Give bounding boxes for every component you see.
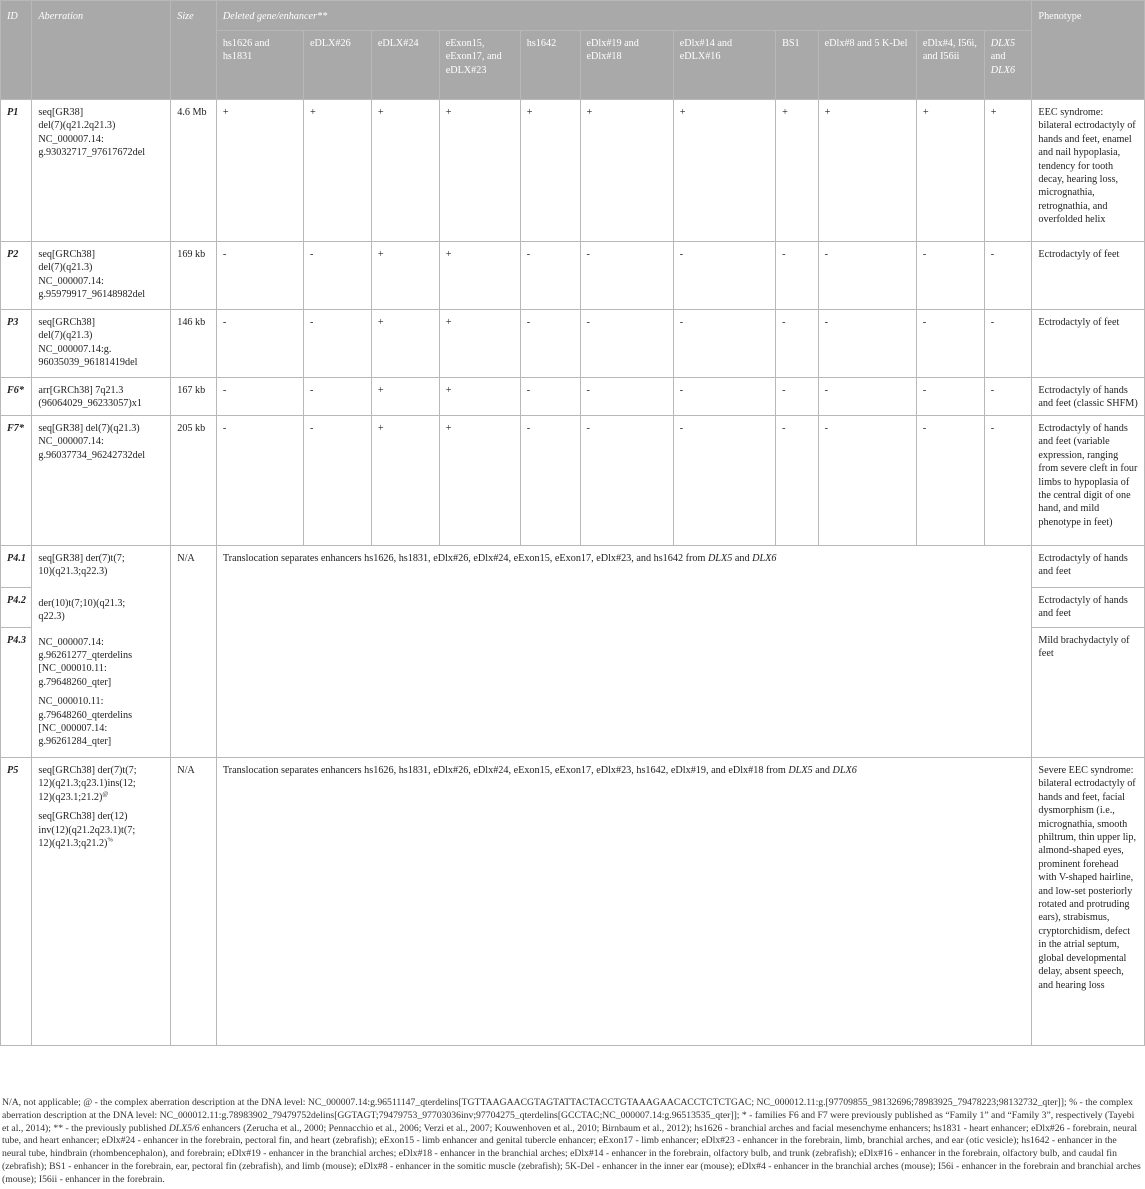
aberration-line: (96064029_96233057)x1 xyxy=(38,398,142,410)
aberration-line: NC_000007.14:g. xyxy=(38,343,112,355)
gene-dlx6: DLX6 xyxy=(990,64,1016,76)
row-id: P4.2 xyxy=(1,588,32,628)
row-phenotype: Ectrodactyly of hands and feet (classic SHFM) xyxy=(1032,378,1145,416)
mark: - xyxy=(818,416,916,546)
header-gene: hs1626 and hs1831 xyxy=(216,31,303,100)
row-id: P3 xyxy=(1,310,32,378)
aberration-line: NC_000007.14: xyxy=(38,133,104,145)
header-gene: hs1642 xyxy=(520,31,580,100)
mark: + xyxy=(216,100,303,242)
aberration-line: NC_000007.14: xyxy=(38,436,104,448)
table-footnote xyxy=(0,1097,1145,1187)
aberration-line: del(7)(q21.3) xyxy=(38,262,93,274)
mark: - xyxy=(580,242,673,310)
header-gene: eDlx#8 and 5 K-Del xyxy=(818,31,916,100)
mark: - xyxy=(916,242,984,310)
footnote-mark: @ xyxy=(102,790,109,798)
row-id: F7* xyxy=(1,416,32,546)
table-row xyxy=(1,378,1145,416)
mark: + xyxy=(673,100,775,242)
mark: - xyxy=(818,378,916,416)
aberration-line: del(7)(q21.3) xyxy=(38,330,93,342)
mark: - xyxy=(984,242,1032,310)
mark: + xyxy=(439,310,520,378)
aberration-line: seq[GR38] del(7)(q21.3) xyxy=(38,423,140,434)
aberration-line: 96035039_96181419del xyxy=(38,357,138,369)
footnote-mark: % xyxy=(107,836,113,844)
footnote-italic: DLX5/6 xyxy=(168,1122,200,1134)
row-phenotype: Severe EEC syndrome: bilateral ectrodactyly of hands and feet, facial dysmorphism (i.e., micrognathia, smooth philtrum, thin upper lip, almond-shaped eyes, prominent forehead with V-shaped hairline, and low-set posteriorly rotated and protruding ears), strabismus, cryptorchidism, defect in the atrial septum, global developmental delay, absent speech, and hearing loss xyxy=(1032,758,1145,1046)
mark: - xyxy=(818,310,916,378)
mark: + xyxy=(916,100,984,242)
note-text: Translocation separates enhancers hs1626, hs1831, eDlx#26, eDlx#24, eExon15, eExon17, eDlx#23, hs1642, eDlx#19, and eDlx#18 from xyxy=(222,765,786,776)
row-id: P1 xyxy=(1,100,32,242)
mark: - xyxy=(916,310,984,378)
row-aberration xyxy=(32,378,171,416)
aberration-line: g.96261277_qterdelins xyxy=(38,650,133,662)
mark: + xyxy=(371,242,439,310)
mark: - xyxy=(520,242,580,310)
aberration-line: g.96261284_qter] xyxy=(38,736,112,748)
aberration-line: q22.3) xyxy=(38,611,65,623)
row-size: 169 kb xyxy=(171,242,217,310)
row-phenotype: EEC syndrome: bilateral ectrodactyly of hands and feet, enamel and nail hypoplasia, tendency for tooth decay, hearing loss, micrognathia, retrognathia, and overfolded helix xyxy=(1032,100,1145,242)
mark: + xyxy=(303,100,371,242)
header-gene: BS1 xyxy=(776,31,819,100)
row-aberration xyxy=(32,416,171,546)
table-body xyxy=(1,100,1145,1046)
mark: - xyxy=(216,310,303,378)
footnote-text: enhancers (Zerucha et al., 2000; Pennacchio et al., 2006; Verzi et al., 2007; Kouwenhoven et al., 2010; Birnbaum et al., 2012); hs1626 - branchial arches and facial mesenchyme enhancers; hs1831 - heart enhancer; eDlx#26 - forebrain, neural tube, and heart enhancer; eDlx#24 - enhancer in the forebrain, pectoral fin, and heart (zebrafish); eExon15 - limb enhancer and genital tubercle enhancer; eExon17 - limb enhancer; eDlx#23 - enhancer in the forebrain, limb, branchial arches, and ear (otic vesicle); hs1642 - enhancer in the neural tube, hindbrain (rhombencephalon), and forebrain; eDlx#19 - enhancer in the branchial arches; eDlx#18 - enhancer in the branchial arches; eDlx#14 - enhancer in the forebrain, olfactory bulb, and trunk (zebrafish); eDlx#16 - enhancer in the forebrain, olfactory bulb, and caudal fin (zebrafish); BS1 - enhancer in the forebrain, ear, pectoral fin (zebrafish), and limb (mouse); eDlx#8 - enhancer in the somitic muscle (zebrafish); 5K-Del - enhancer in the inner ear (mouse); eDlx#4 - enhancer in the branchial arches (mouse); I56i - enhancer in the forebrain and branchial arches (mouse); I56ii - enhancer in the forebrain. xyxy=(2,1122,1141,1185)
aberration-line: 10)(q21.3;q22.3) xyxy=(38,566,108,578)
aberration-line: 12)(q23.1;21.2) xyxy=(38,791,103,803)
mark: + xyxy=(439,100,520,242)
row-id: P5 xyxy=(1,758,32,1046)
mark: - xyxy=(818,242,916,310)
mark: + xyxy=(776,100,819,242)
table-row xyxy=(1,546,1145,588)
mark: + xyxy=(580,100,673,242)
mark: - xyxy=(520,310,580,378)
note-gene: DLX6 xyxy=(832,765,857,776)
aberration-line: g.79648260_qter] xyxy=(38,676,112,688)
mark: - xyxy=(580,416,673,546)
mark: - xyxy=(776,416,819,546)
header-gene: eDlx#19 and eDlx#18 xyxy=(580,31,673,100)
gene-dlx5: DLX5 xyxy=(990,38,1016,49)
row-size: 167 kb xyxy=(171,378,217,416)
mark: - xyxy=(520,416,580,546)
mark: - xyxy=(580,310,673,378)
row-phenotype: Ectrodactyly of feet xyxy=(1032,310,1145,378)
row-phenotype: Ectrodactyly of hands and feet xyxy=(1032,546,1145,588)
aberration-line: g.95979917_96148982del xyxy=(38,289,146,301)
mark: - xyxy=(916,378,984,416)
aberration-line: NC_000007.14: xyxy=(38,275,104,287)
aberration-line: g.93032717_97617672del xyxy=(38,147,146,159)
mark: - xyxy=(673,242,775,310)
row-aberration xyxy=(32,100,171,242)
mark: - xyxy=(984,416,1032,546)
row-phenotype: Ectrodactyly of hands and feet (variable expression, ranging from severe cleft in four limbs to hypoplasia of the central digit of one hand, and mild phenotype in feet) xyxy=(1032,416,1145,546)
aberration-line: seq[GRCh38] der(7)t(7; xyxy=(38,765,137,776)
mark: + xyxy=(520,100,580,242)
mark: - xyxy=(776,242,819,310)
mark: + xyxy=(439,378,520,416)
mark: + xyxy=(371,416,439,546)
mark: - xyxy=(520,378,580,416)
aberration-line: NC_000010.11: xyxy=(38,696,104,708)
aberration-line: 12)(q21.3;q21.2) xyxy=(38,838,108,850)
header-gene-dlx xyxy=(984,31,1032,100)
mark: - xyxy=(673,310,775,378)
note-and: and xyxy=(815,765,830,776)
header-gene: eExon15, eExon17, and eDLX#23 xyxy=(439,31,520,100)
row-phenotype: Mild brachydactyly of feet xyxy=(1032,628,1145,758)
mark: - xyxy=(776,310,819,378)
table-row xyxy=(1,242,1145,310)
header-gene: eDLX#24 xyxy=(371,31,439,100)
mark: + xyxy=(371,378,439,416)
mark: - xyxy=(673,416,775,546)
aberration-line: 12)(q21.3;q23.1)ins(12; xyxy=(38,778,136,790)
table-row xyxy=(1,310,1145,378)
mark: + xyxy=(371,100,439,242)
note-gene: DLX6 xyxy=(752,553,777,564)
aberration-line: [NC_000010.11: xyxy=(38,663,107,675)
aberration-line: seq[GR38] der(7)t(7; xyxy=(38,553,125,564)
row-size: N/A xyxy=(171,758,217,1046)
row-size: 146 kb xyxy=(171,310,217,378)
mark: - xyxy=(776,378,819,416)
table-row xyxy=(1,758,1145,1046)
row-size: 4.6 Mb xyxy=(171,100,217,242)
note-and: and xyxy=(734,553,750,564)
aberration-line: NC_000007.14: xyxy=(38,636,104,648)
mark: - xyxy=(673,378,775,416)
aberration-line: seq[GRCh38] xyxy=(38,317,95,328)
row-aberration xyxy=(32,242,171,310)
table-row xyxy=(1,100,1145,242)
row-phenotype: Ectrodactyly of hands and feet xyxy=(1032,588,1145,628)
mark: - xyxy=(303,310,371,378)
header-gene: eDLX#26 xyxy=(303,31,371,100)
header-gene: eDlx#14 and eDLX#16 xyxy=(673,31,775,100)
mark: - xyxy=(216,378,303,416)
note-text: Translocation separates enhancers hs1626, hs1831, eDlx#26, eDlx#24, eExon15, eExon17, eDlx#23, and hs1642 from xyxy=(222,553,706,564)
mark: - xyxy=(216,242,303,310)
mark: - xyxy=(303,416,371,546)
row-id: P2 xyxy=(1,242,32,310)
mark: - xyxy=(984,378,1032,416)
aberration-line: del(7)(q21.2q21.3) xyxy=(38,120,116,132)
header-phenotype: Phenotype xyxy=(1032,1,1145,100)
footnote-text: N/A, not applicable; @ - the complex aberration description at the DNA level: NC_000007.14:g.96511147_qterdelins[TGTTAAGAACGTAGTATTACTACCTGTAAAGAACACCTCTCTGAC; NC_000012.11:g.[97709855_98132696;78983925_79478223;98132732_qter]]; % - the complex aberration description at the DNA level: NC_000012.11:g.78983902_79479752delins[GGTAGT;79479753_97703036inv;97704275_qterdelins[GCCTAC;NC_000007.14:g.96513535_qter]]; * - families F6 and F7 were previously published as “Family 1” and “Family 3”, respectively (Tayebi et al., 2014); ** - the previously published xyxy=(2,1097,1135,1134)
aberration-line: seq[GR38] xyxy=(38,107,84,118)
mark: - xyxy=(216,416,303,546)
header-gene: eDlx#4, I56i, and I56ii xyxy=(916,31,984,100)
aberration-line: [NC_000007.14: xyxy=(38,723,108,735)
translocation-note xyxy=(216,758,1032,1046)
row-id: P4.1 xyxy=(1,546,32,588)
row-size: 205 kb xyxy=(171,416,217,546)
mark: - xyxy=(984,310,1032,378)
header-size: Size xyxy=(171,1,217,100)
mark: + xyxy=(439,416,520,546)
aberration-line: arr[GRCh38] 7q21.3 xyxy=(38,385,124,396)
mark: - xyxy=(303,378,371,416)
mark: + xyxy=(371,310,439,378)
table-row xyxy=(1,416,1145,546)
note-gene: DLX5 xyxy=(707,553,733,564)
mark: - xyxy=(580,378,673,416)
note-gene: DLX5 xyxy=(788,765,813,776)
aberration-line: inv(12)(q21.2q23.1)t(7; xyxy=(38,824,136,836)
row-phenotype: Ectrodactyly of feet xyxy=(1032,242,1145,310)
mark: + xyxy=(984,100,1032,242)
row-size: N/A xyxy=(171,546,217,758)
row-id: P4.3 xyxy=(1,628,32,758)
row-aberration xyxy=(32,310,171,378)
mark: - xyxy=(303,242,371,310)
header-id: ID xyxy=(1,1,32,100)
header-aberration: Aberration xyxy=(32,1,171,100)
row-id: F6* xyxy=(1,378,32,416)
aberration-line: seq[GRCh38] der(12) xyxy=(38,811,128,823)
mark: + xyxy=(818,100,916,242)
aberration-line: g.96037734_96242732del xyxy=(38,449,146,461)
mark: - xyxy=(916,416,984,546)
header-deleted: Deleted gene/enhancer** xyxy=(216,1,1032,31)
mark: + xyxy=(439,242,520,310)
translocation-note xyxy=(216,546,1032,758)
aberration-line: g.79648260_qterdelins xyxy=(38,709,133,721)
row-aberration xyxy=(32,546,171,758)
row-aberration xyxy=(32,758,171,1046)
aberration-line: der(10)t(7;10)(q21.3; xyxy=(38,597,126,609)
gene-and: and xyxy=(990,51,1006,63)
aberration-line: seq[GRCh38] xyxy=(38,249,95,260)
